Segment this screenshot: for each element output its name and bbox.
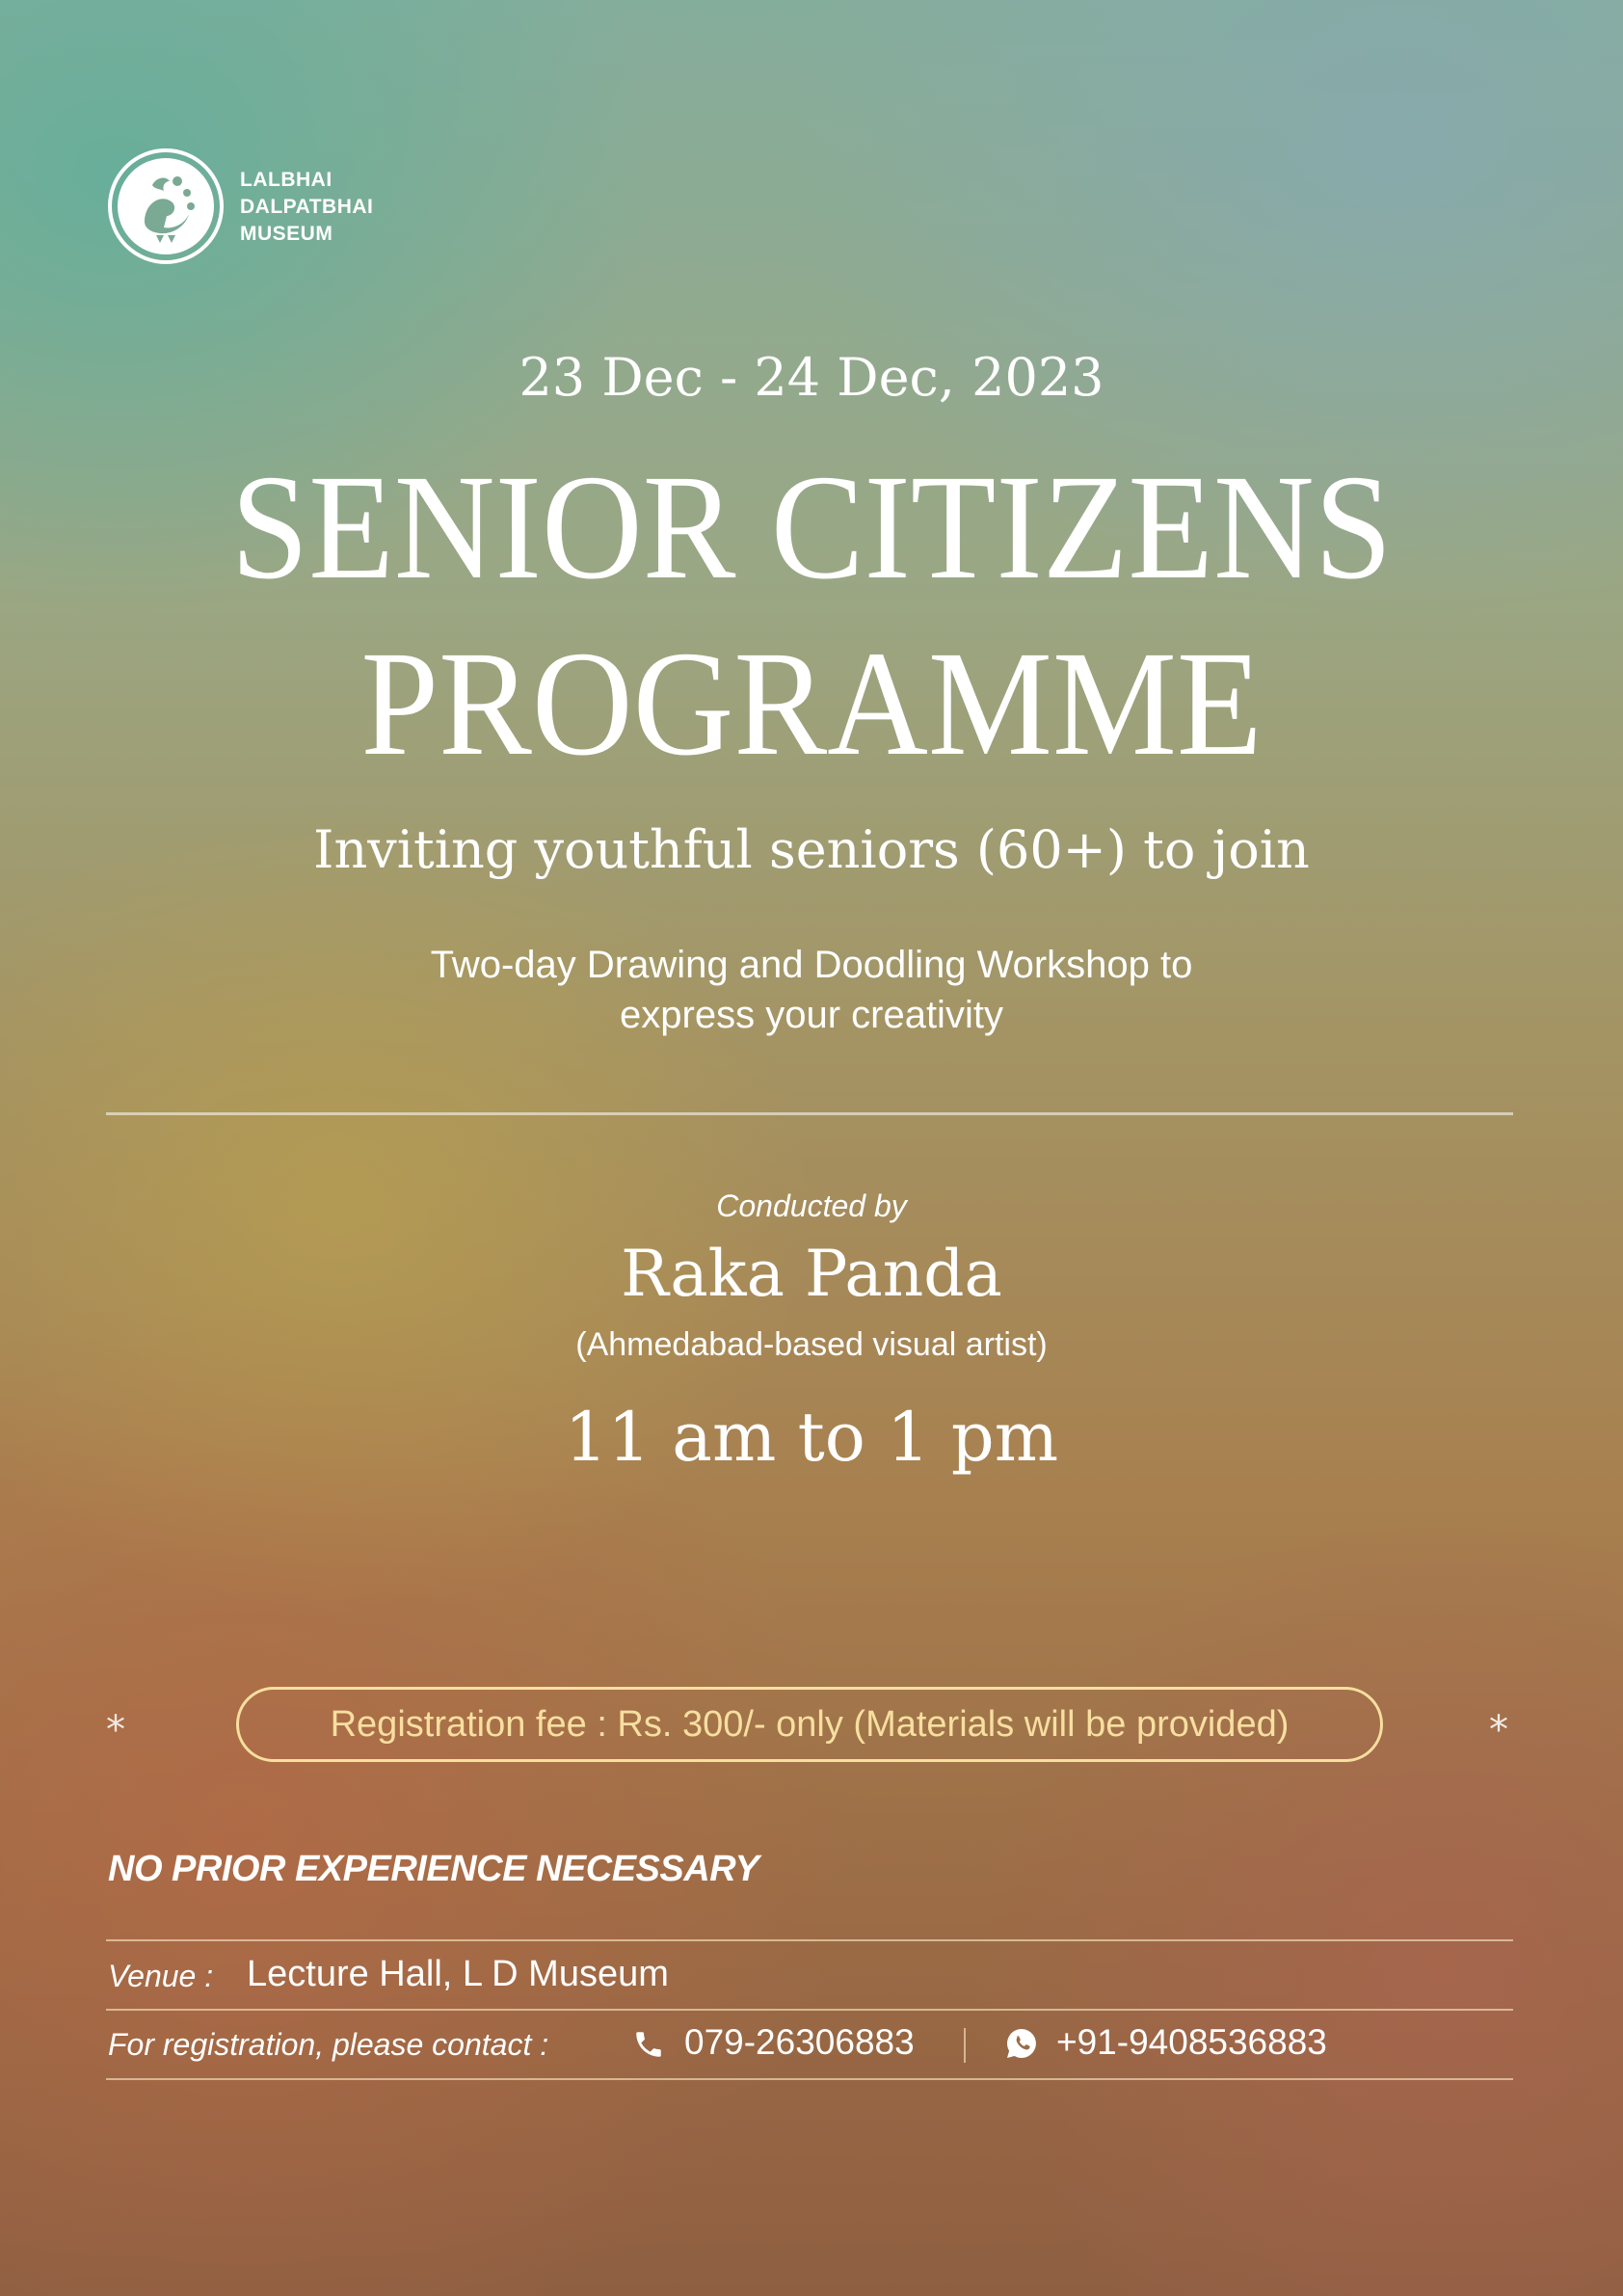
venue-value: Lecture Hall, L D Museum: [247, 1954, 669, 1994]
star-decoration: *: [106, 1708, 125, 1752]
museum-name: [240, 167, 373, 248]
page-title-line-2: PROGRAMME: [360, 620, 1263, 787]
artist-description: (Ahmedabad-based visual artist): [575, 1326, 1048, 1363]
star-decoration: *: [1489, 1708, 1508, 1752]
workshop-description: [0, 940, 1623, 1040]
divider: [106, 2009, 1513, 2011]
whatsapp-icon: [1004, 2026, 1039, 2061]
museum-name-line: LALBHAI: [240, 169, 333, 191]
phone-icon: [632, 2028, 665, 2061]
separator: [964, 2028, 966, 2063]
museum-logo-icon: [106, 147, 226, 266]
phone-number[interactable]: 079-26306883: [684, 2022, 915, 2062]
registration-fee-badge: Registration fee : Rs. 300/- only (Materials will be provided): [236, 1687, 1383, 1762]
whatsapp-number[interactable]: +91-9408536883: [1056, 2022, 1327, 2062]
event-date: 23 Dec - 24 Dec, 2023: [519, 347, 1104, 408]
venue-label: Venue :: [108, 1959, 214, 1993]
museum-name-line: MUSEUM: [240, 223, 333, 245]
contact-label: For registration, please contact :: [108, 2027, 549, 2062]
workshop-line-2: express your creativity: [620, 994, 1003, 1036]
museum-name-line: DALPATBHAI: [240, 196, 374, 218]
divider: [106, 1112, 1513, 1115]
divider: [106, 2078, 1513, 2080]
invite-subtitle: Inviting youthful seniors (60+) to join: [313, 819, 1310, 880]
event-time: 11 am to 1 pm: [564, 1398, 1059, 1477]
conducted-by-label: Conducted by: [716, 1188, 907, 1223]
no-experience-notice: NO PRIOR EXPERIENCE NECESSARY: [108, 1849, 759, 1889]
workshop-line-1: Two-day Drawing and Doodling Workshop to: [430, 944, 1193, 986]
page-title-line-1: SENIOR CITIZENS: [230, 443, 1393, 610]
artist-name: Raka Panda: [621, 1237, 1002, 1311]
divider: [106, 1939, 1513, 1941]
